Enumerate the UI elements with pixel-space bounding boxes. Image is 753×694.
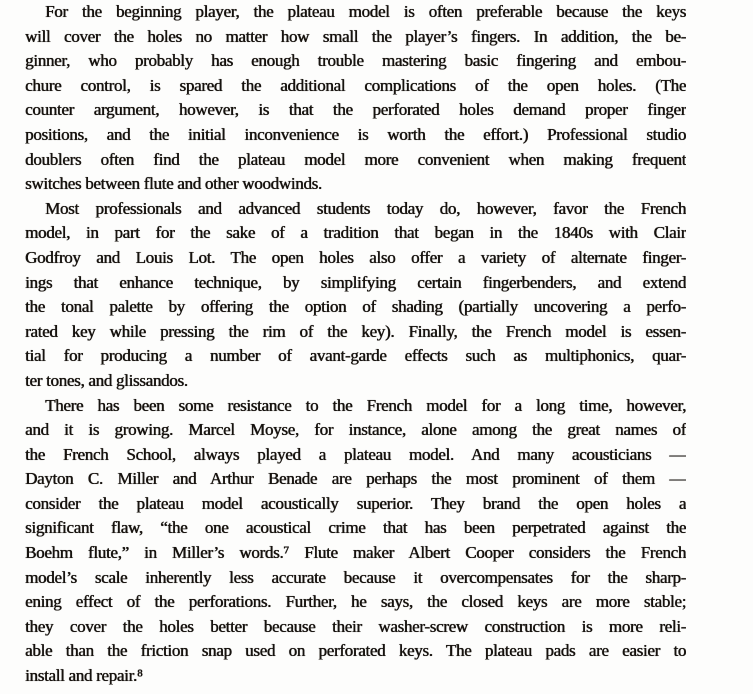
text-line: ginner, who probably has enough trouble mastering basic fingering and embou- bbox=[25, 51, 686, 71]
paragraph bbox=[25, 197, 686, 394]
text-line: install and repair.⁸ bbox=[25, 666, 143, 686]
text-line: ings that enhance technique, by simplifying certain fingerbenders, and extend bbox=[25, 272, 686, 292]
text-line: able than the friction snap used on perforated keys. The plateau pads are easier to bbox=[25, 641, 686, 661]
text-line: switches between flute and other woodwinds. bbox=[25, 174, 322, 194]
text-line: Most professionals and advanced students today do, however, favor the French bbox=[45, 198, 686, 218]
text-line: model’s scale inherently less accurate because it overcompensates for the sharp- bbox=[25, 567, 686, 587]
text-line: Boehm flute,” in Miller’s words.⁷ Flute maker Albert Cooper considers the French bbox=[25, 543, 686, 563]
text-line: rated key while pressing the rim of the key). Finally, the French model is essen- bbox=[25, 321, 686, 341]
text-line: chure control, is spared the additional complications of the open holes. (The bbox=[25, 75, 686, 95]
text-line: they cover the holes better because their washer-screw construction is more reli- bbox=[25, 616, 686, 636]
body-text-block bbox=[25, 0, 686, 689]
text-line: consider the plateau model acoustically superior. They brand the open holes a bbox=[25, 493, 686, 513]
paragraph bbox=[25, 0, 686, 197]
text-line: will cover the holes no matter how small the player’s fingers. In addition, the be- bbox=[25, 26, 686, 46]
text-line: counter argument, however, is that the perforated holes demand proper finger bbox=[25, 100, 686, 120]
text-line: doublers often find the plateau model more convenient when making frequent bbox=[25, 149, 686, 169]
text-line: There has been some resistance to the French model for a long time, however, bbox=[45, 395, 686, 415]
text-line: Dayton C. Miller and Arthur Benade are perhaps the most prominent of them — bbox=[25, 469, 686, 489]
text-line: For the beginning player, the plateau model is often preferable because the keys bbox=[45, 2, 686, 21]
text-line: positions, and the initial inconvenience is worth the effort.) Professional studio bbox=[25, 124, 686, 144]
text-line: ter tones, and glissandos. bbox=[25, 370, 188, 390]
text-line: the French School, always played a plateau model. And many acousticians — bbox=[25, 444, 686, 464]
text-line: significant flaw, “the one acoustical crime that has been perpetrated against the bbox=[25, 518, 686, 538]
paragraph bbox=[25, 394, 686, 689]
text-line: and it is growing. Marcel Moyse, for instance, alone among the great names of bbox=[25, 420, 686, 440]
text-line: ening effect of the perforations. Further, he says, the closed keys are more stable; bbox=[25, 592, 686, 612]
text-line: tial for producing a number of avant-garde effects such as multiphonics, quar- bbox=[25, 346, 686, 366]
text-line: the tonal palette by offering the option of shading (partially uncovering a perfo- bbox=[25, 297, 686, 317]
text-line: Godfroy and Louis Lot. The open holes also offer a variety of alternate finger- bbox=[25, 247, 686, 267]
text-line: model, in part for the sake of a tradition that began in the 1840s with Clair bbox=[25, 223, 686, 243]
